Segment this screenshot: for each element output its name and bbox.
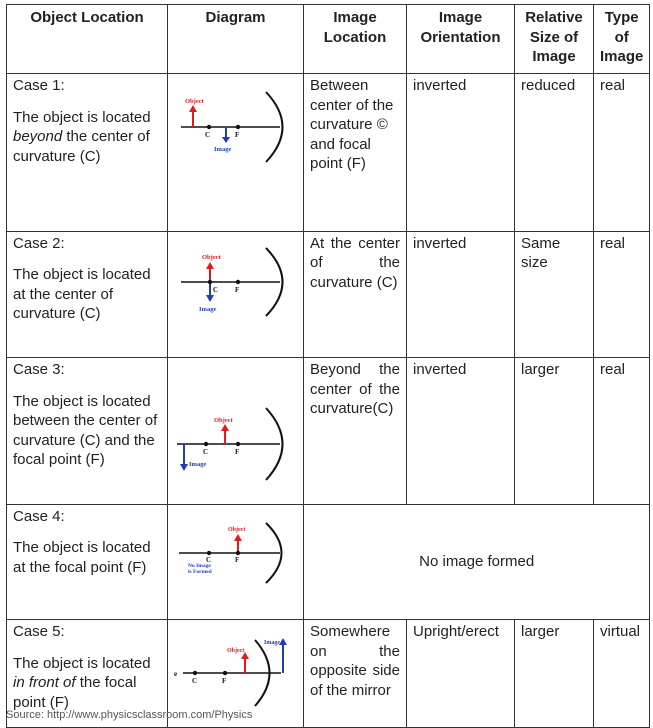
header-diagram: Diagram <box>168 5 304 74</box>
table-row-case-3 <box>7 358 650 505</box>
case-title: Case 3: <box>13 361 65 378</box>
image-arrow-head <box>279 638 287 645</box>
image-location-cell: At the center of the curvature (C) <box>304 231 407 358</box>
image-location-cell: Somewhere on the opposite side of the mirror <box>304 620 407 728</box>
object-label: Object <box>184 98 204 105</box>
diagram-cell <box>168 358 304 505</box>
case-description: The object is located at the focal point (F) <box>13 539 151 576</box>
f-label: F <box>234 555 239 564</box>
header-relative-size: Relative Size of Image <box>515 5 594 74</box>
ray-diagram-case-1 <box>169 74 303 225</box>
object-label: Object <box>227 526 245 533</box>
relative-size-cell: larger <box>515 620 594 728</box>
image-label: Image <box>263 640 280 646</box>
image-arrow-head <box>206 295 214 302</box>
header-object-location: Object Location <box>7 5 168 74</box>
case-description: The object is located between the center of curvature (C) and the focal point (F) <box>13 392 158 468</box>
center-of-curvature-dot <box>203 442 207 446</box>
case-description-end: the center of curvature (C) <box>13 128 150 165</box>
f-label: F <box>234 448 239 456</box>
f-label: F <box>221 677 226 685</box>
case-title: Case 2: <box>13 234 65 252</box>
relative-size-cell: larger <box>515 358 594 505</box>
case-description-emphasis: beyond <box>13 128 63 145</box>
ray-diagram-case-3 <box>169 358 303 498</box>
center-of-curvature-dot <box>192 671 196 675</box>
object-label: Object <box>226 648 244 654</box>
focal-point-dot <box>235 125 239 129</box>
c-label: C <box>191 677 197 685</box>
object-location-cell <box>7 231 168 358</box>
case-description: The object is located at the center of curvature (C) <box>13 266 151 322</box>
no-image-label-2: is Formed <box>187 568 212 575</box>
focal-point-dot <box>235 550 239 554</box>
f-label: F <box>234 131 239 139</box>
case-description: The object is located <box>13 654 151 672</box>
image-type-cell: virtual <box>594 620 650 728</box>
ray-diagram-case-4 <box>169 505 303 614</box>
mirror-cases-table <box>6 4 650 728</box>
image-location-cell: Beyond the center of the curvature(C) <box>304 358 407 505</box>
ray-diagram-case-2 <box>169 232 303 352</box>
image-orientation-cell: inverted <box>407 358 515 505</box>
f-label: F <box>234 285 239 294</box>
header-type: Type of Image <box>594 5 650 74</box>
object-arrow-head <box>221 424 229 431</box>
image-label: Image <box>213 146 231 153</box>
diagram-cell <box>168 504 304 620</box>
image-arrow-head <box>222 137 230 143</box>
focal-point-dot <box>235 279 239 283</box>
c-label: C <box>205 555 211 564</box>
focal-point-dot <box>222 671 226 675</box>
table-row-case-2 <box>7 231 650 358</box>
image-type-cell: real <box>594 231 650 358</box>
object-location-cell <box>7 504 168 620</box>
image-type-cell: real <box>594 358 650 505</box>
source-citation: Source: http://www.physicsclassroom.com/Physics <box>6 709 253 721</box>
image-type-cell: real <box>594 74 650 232</box>
object-arrow-head <box>189 105 197 112</box>
center-of-curvature-dot <box>207 279 211 283</box>
case-title: Case 4: <box>13 507 65 525</box>
object-location-cell <box>7 358 168 505</box>
case-title: Case 5: <box>13 623 65 640</box>
table-row-case-4 <box>7 504 650 620</box>
center-of-curvature-dot <box>206 550 210 554</box>
no-image-label-1: No Image <box>187 562 211 569</box>
image-label: Image <box>198 305 216 313</box>
object-label: Object <box>213 417 233 424</box>
case-description: The object is located <box>13 108 151 126</box>
focal-point-dot <box>235 442 239 446</box>
case-title: Case 1: <box>13 77 65 94</box>
case-description-end: the focal point (F) <box>13 674 137 711</box>
image-arrow-head <box>180 464 188 471</box>
relative-size-cell: reduced <box>515 74 594 232</box>
no-image-cell: No image formed <box>304 504 650 620</box>
table-row-case-1 <box>7 74 650 232</box>
header-row <box>7 5 650 74</box>
image-orientation-cell: inverted <box>407 231 515 358</box>
e-label: e <box>173 670 177 678</box>
image-orientation-cell: Upright/erect <box>407 620 515 728</box>
ray-diagram-case-5 <box>169 620 303 721</box>
image-location-cell: Between center of the curvature © and focal point (F) <box>304 74 407 232</box>
image-orientation-cell: inverted <box>407 74 515 232</box>
object-label: Object <box>201 253 221 261</box>
c-label: C <box>202 448 208 456</box>
c-label: C <box>204 131 210 139</box>
diagram-cell <box>168 74 304 232</box>
object-arrow-head <box>234 534 242 541</box>
relative-size-cell: Same size <box>515 231 594 358</box>
object-location-cell <box>7 74 168 232</box>
object-arrow-head <box>206 262 214 269</box>
c-label: C <box>212 285 218 294</box>
center-of-curvature-dot <box>206 125 210 129</box>
diagram-cell <box>168 231 304 358</box>
header-image-location: Image Location <box>304 5 407 74</box>
case-description-emphasis: in front of <box>13 674 76 691</box>
header-image-orientation: Image Orientation <box>407 5 515 74</box>
image-label: Image <box>188 461 206 468</box>
